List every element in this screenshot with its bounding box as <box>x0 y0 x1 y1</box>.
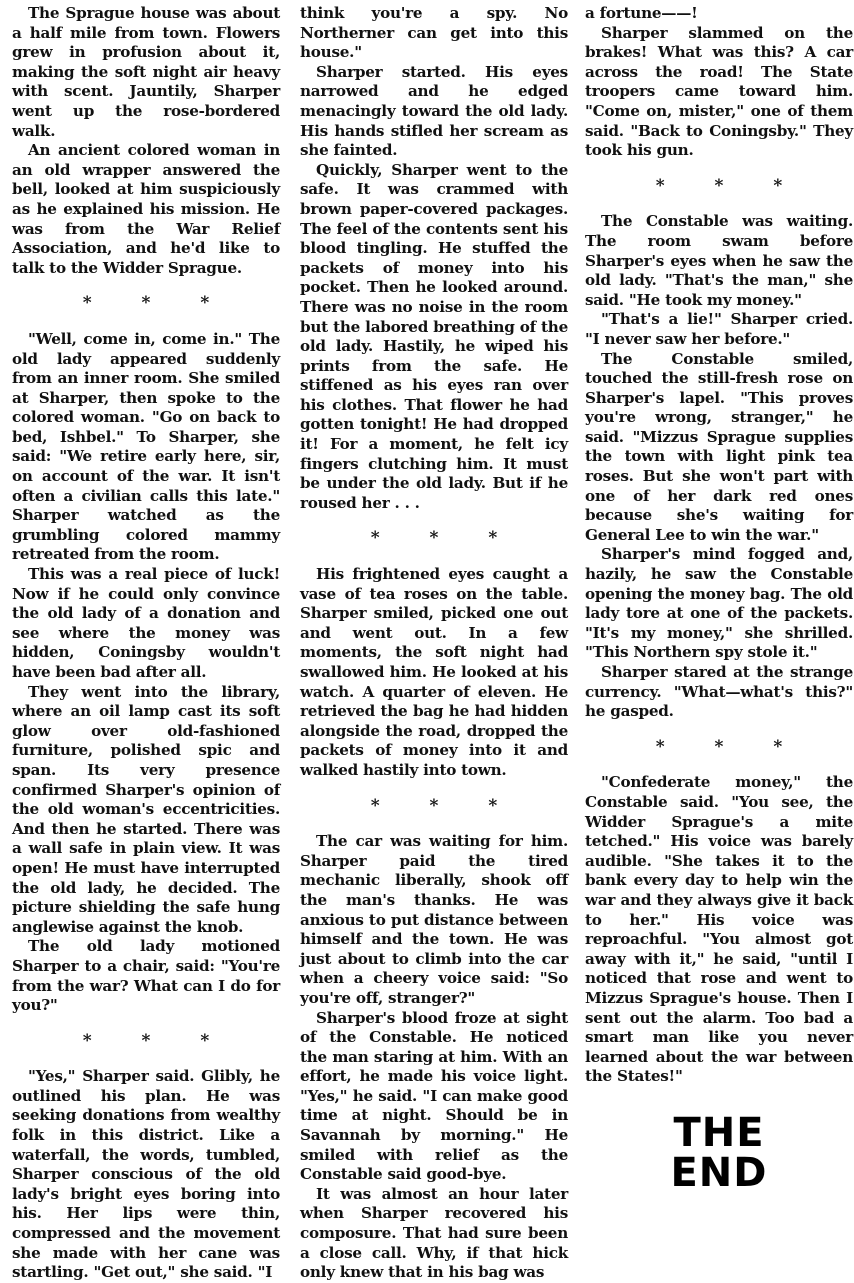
the-end-line-2: END <box>670 1149 768 1196</box>
column-2 <box>300 4 568 1283</box>
section-separator: * * * <box>82 1030 232 1051</box>
the-end-line-1: THE <box>673 1109 765 1156</box>
paragraph: The Constable smiled, touched the still-fresh rose on Sharper's lapel. "This proves you're wrong, stranger," he said. "Mizzus Sprague supplies the town with light pink tea roses. But she won't part with one of her dark red ones because she's waiting for General Lee to win the war." <box>585 349 853 544</box>
paragraph: They went into the library, where an oil lamp cast its soft glow over old-fashioned furniture, polished spic and span. Its very presence confirmed Sharper's opinion of the old woman's eccentricities. And then he started. There was a wall safe in plain view. It was open! He must have interrupted the old lady, he decided. The picture shielding the safe hung anglewise against the knob. <box>12 682 280 936</box>
paragraph: The Constable was waiting. The room swam before Sharper's eyes when he saw the old lady. "That's the man," she said. "He took my money." <box>585 212 853 309</box>
section-separator: * * * <box>370 795 520 816</box>
paragraph: "That's a lie!" Sharper cried. "I never saw her before." <box>585 310 853 348</box>
the-end-title <box>585 1109 853 1196</box>
paragraph: Sharper started. His eyes narrowed and he edged menacingly toward the old lady. His hands stifled her scream as she fainted. <box>300 62 568 160</box>
paragraph: Sharper slammed on the brakes! What was this? A car across the road! The State troopers came toward him. "Come on, mister," one of them said. "Back to Coningsby." They took his gun. <box>585 23 853 160</box>
paragraph: The old lady motioned Sharper to a chair, said: "You're from the war? What can I do for you?" <box>12 937 280 1015</box>
section-separator: * * * <box>655 736 805 757</box>
section-separator: * * * <box>655 175 805 196</box>
paragraph: This was a real piece of luck! Now if he could only convince the old lady of a donation and see where the money was hidden, Coningsby wouldn't have been bad after all. <box>12 565 280 681</box>
paragraph: The car was waiting for him. Sharper paid the tired mechanic liberally, shook off the man's thanks. He was anxious to put distance between himself and the town. He was just about to climb into the car when a cheery voice said: "So you're off, stranger?" <box>300 832 568 1007</box>
paragraph: It was almost an hour later when Sharper recovered his composure. That had sure been a close call. Why, if that hick only knew that in his bag was <box>300 1184 568 1282</box>
paragraph: a fortune——! <box>585 4 698 22</box>
paragraph: Sharper's mind fogged and, hazily, he saw the Constable opening the money bag. The old lady tore at one of the packets. "It's my money," she shrilled. "This Northern spy stole it." <box>585 545 853 662</box>
column-3 <box>585 4 853 1196</box>
paragraph: Quickly, Sharper went to the safe. It was crammed with brown paper-covered packages. The feel of the contents sent his blood tingling. He stuffed the packets of money into his pocket. Then he looked around. There was no noise in the room but the labored breathing of the old lady. Hastily, he wiped his prints from the safe. He stiffened as his eyes ran over his clothes. That flower he had gotten tonight! He had dropped it! For a moment, he felt icy fingers clutching him. It must be under the old lady. But if he roused her . . . <box>300 160 568 512</box>
paragraph: "Yes," Sharper said. Glibly, he outlined his plan. He was seeking donations from wealthy folk in this district. Like a waterfall, the words, tumbled, Sharper conscious of the old lady's bright eyes boring into his. Her lips were thin, compressed and the movement she made with her cane was startling. "Get out," she said. "I <box>12 1067 280 1282</box>
paragraph: think you're a spy. No Northerner can get into this house." <box>300 4 568 62</box>
paragraph: "Confederate money," the Constable said. "You see, the Widder Sprague's a mite tetched." His voice was barely audible. "She takes it to the bank every day to help win the war and they always give it back to her." His voice was reproachful. "You almost got away with it," he said, "until I noticed that rose and went to Mizzus Sprague's house. Then I sent out the alarm. Too bad a smart man like you never learned about the war between the States!" <box>585 773 853 1086</box>
paragraph: An ancient colored woman in an old wrapper answered the bell, looked at him suspiciously as he explained his mission. He was from the War Relief Association, and he'd like to talk to the Widder Sprague. <box>12 141 280 277</box>
paragraph: Sharper's blood froze at sight of the Constable. He noticed the man staring at him. With an effort, he made his voice light. "Yes," he said. "I can make good time at night. Should be in Savannah by morning." He smiled with relief as the Constable said good-bye. <box>300 1008 568 1184</box>
paragraph: His frightened eyes caught a vase of tea roses on the table. Sharper smiled, picked one out and went out. In a few moments, the soft night had swallowed him. He looked at his watch. A quarter of eleven. He retrieved the bag he had hidden alongside the road, dropped the packets of money into it and walked hastily into town. <box>300 565 568 779</box>
paragraph: Sharper stared at the strange currency. "What—what's this?" he gasped. <box>585 663 853 721</box>
section-separator: * * * <box>370 528 520 549</box>
paragraph: "Well, come in, come in." The old lady appeared suddenly from an inner room. She smiled at Sharper, then spoke to the colored woman. "Go on back to bed, Ishbel." To Sharper, she said: "We retire early here, sir, on account of the war. It isn't often a civilian calls this late." Sharper watched as the grumbling colored mammy retreated from the room. <box>12 329 280 564</box>
column-1 <box>12 4 280 1283</box>
section-separator: * * * <box>82 293 232 314</box>
paragraph: The Sprague house was about a half mile from town. Flowers grew in profusion about it, making the soft night air heavy with scent. Jauntily, Sharper went up the rose-bordered walk. <box>12 4 280 140</box>
